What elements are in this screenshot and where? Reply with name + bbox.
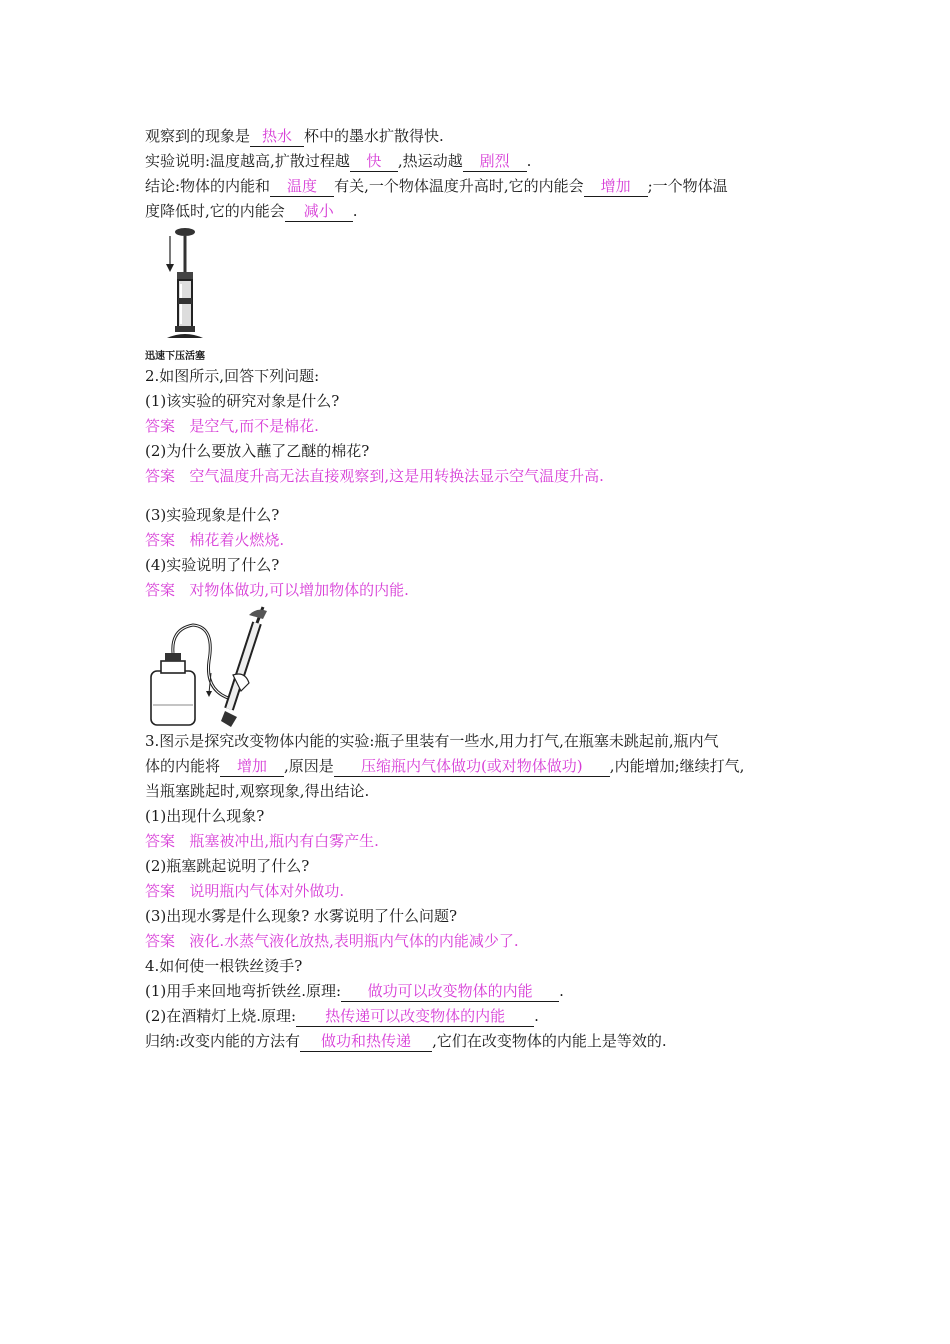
text: ,热运动越	[397, 152, 463, 170]
answer-blank: 减小	[285, 201, 353, 222]
figure-caption: 迅速下压活塞	[145, 351, 205, 362]
text: ,原因是	[284, 757, 334, 775]
cylinder-illustration	[145, 226, 235, 346]
answer-text: 瓶塞被冲出,瓶内有白雾产生.	[189, 832, 379, 850]
text: ,它们在改变物体的内能上是等效的.	[432, 1032, 667, 1050]
spacer	[145, 489, 815, 503]
text: ;一个物体温	[647, 177, 728, 195]
text: 归纳:改变内能的方法有	[145, 1032, 301, 1050]
answer-blank: 快	[350, 151, 398, 172]
answer-label: 答案	[145, 467, 176, 485]
answer-blank: 剧烈	[463, 151, 527, 172]
q3-line2	[145, 754, 815, 779]
q2-sub3: (3)实验现象是什么?	[145, 506, 280, 524]
q3-sub2: (2)瓶塞跳起说明了什么?	[145, 857, 310, 875]
text: .	[526, 152, 532, 170]
answer-blank: 增加	[584, 176, 648, 197]
answer-blank: 增加	[220, 756, 284, 777]
q2-answer2	[145, 464, 815, 489]
q4-line1	[145, 979, 815, 1004]
answer-blank: 热水	[250, 126, 304, 147]
answer-text: 液化.水蒸气液化放热,表明瓶内气体的内能减少了.	[189, 932, 519, 950]
q3-sub1: (1)出现什么现象?	[145, 807, 265, 825]
answer-label: 答案	[145, 531, 176, 549]
q2-answer4	[145, 578, 815, 603]
answer-label: 答案	[145, 932, 176, 950]
answer-text: 是空气,而不是棉花.	[189, 417, 319, 435]
q4-title: 4.如何使一根铁丝烫手?	[145, 957, 303, 975]
explanation-line	[145, 149, 815, 174]
answer-blank: 压缩瓶内气体做功(或对物体做功)	[334, 756, 610, 777]
document-page	[145, 124, 815, 1054]
bottle-pump-illustration	[145, 605, 275, 729]
answer-label: 答案	[145, 832, 176, 850]
text: 实验说明:温度越高,扩散过程越	[145, 152, 350, 170]
text: ,内能增加;继续打气,	[609, 757, 745, 775]
figure-bottle-pump	[145, 603, 815, 729]
q3-sub3: (3)出现水雾是什么现象? 水雾说明了什么问题?	[145, 907, 458, 925]
q3-answer3	[145, 929, 815, 954]
observation-line	[145, 124, 815, 149]
answer-label: 答案	[145, 417, 176, 435]
figure-compression-cylinder	[145, 224, 815, 364]
q2-sub2: (2)为什么要放入蘸了乙醚的棉花?	[145, 442, 370, 460]
q2-answer3	[145, 528, 815, 553]
q3-answer2	[145, 879, 815, 904]
answer-label: 答案	[145, 581, 176, 599]
answer-text: 空气温度升高无法直接观察到,这是用转换法显示空气温度升高.	[189, 467, 604, 485]
text: .	[534, 1007, 539, 1025]
text: 体的内能将	[145, 757, 221, 775]
text: .	[352, 202, 358, 220]
q3-line1: 3.图示是探究改变物体内能的实验:瓶子里装有一些水,用力打气,在瓶塞未跳起前,瓶内气	[145, 732, 719, 750]
text: .	[559, 982, 564, 1000]
text: 有关,一个物体温度升高时,它的内能会	[334, 177, 584, 195]
text: 观察到的现象是	[145, 127, 251, 145]
q2-title: 2.如图所示,回答下列问题:	[145, 367, 320, 385]
q2-answer1	[145, 414, 815, 439]
answer-blank: 温度	[270, 176, 334, 197]
text: 杯中的墨水扩散得快.	[304, 127, 444, 145]
answer-text: 对物体做功,可以增加物体的内能.	[189, 581, 409, 599]
text: (2)在酒精灯上烧.原理:	[145, 1007, 297, 1025]
answer-text: 说明瓶内气体对外做功.	[189, 882, 345, 900]
q4-line2	[145, 1004, 815, 1029]
text: 度降低时,它的内能会	[145, 202, 285, 220]
conclusion-line	[145, 174, 815, 199]
answer-blank: 做功可以改变物体的内能	[341, 981, 559, 1002]
q3-answer1	[145, 829, 815, 854]
text: 结论:物体的内能和	[145, 177, 271, 195]
q2-sub1: (1)该实验的研究对象是什么?	[145, 392, 340, 410]
q4-line3	[145, 1029, 815, 1054]
answer-blank: 热传递可以改变物体的内能	[296, 1006, 534, 1027]
answer-label: 答案	[145, 882, 176, 900]
q3-line3: 当瓶塞跳起时,观察现象,得出结论.	[145, 782, 370, 800]
conclusion-line-2	[145, 199, 815, 224]
q2-sub4: (4)实验说明了什么?	[145, 556, 280, 574]
text: (1)用手来回地弯折铁丝.原理:	[145, 982, 342, 1000]
answer-text: 棉花着火燃烧.	[189, 531, 285, 549]
answer-blank: 做功和热传递	[300, 1031, 432, 1052]
